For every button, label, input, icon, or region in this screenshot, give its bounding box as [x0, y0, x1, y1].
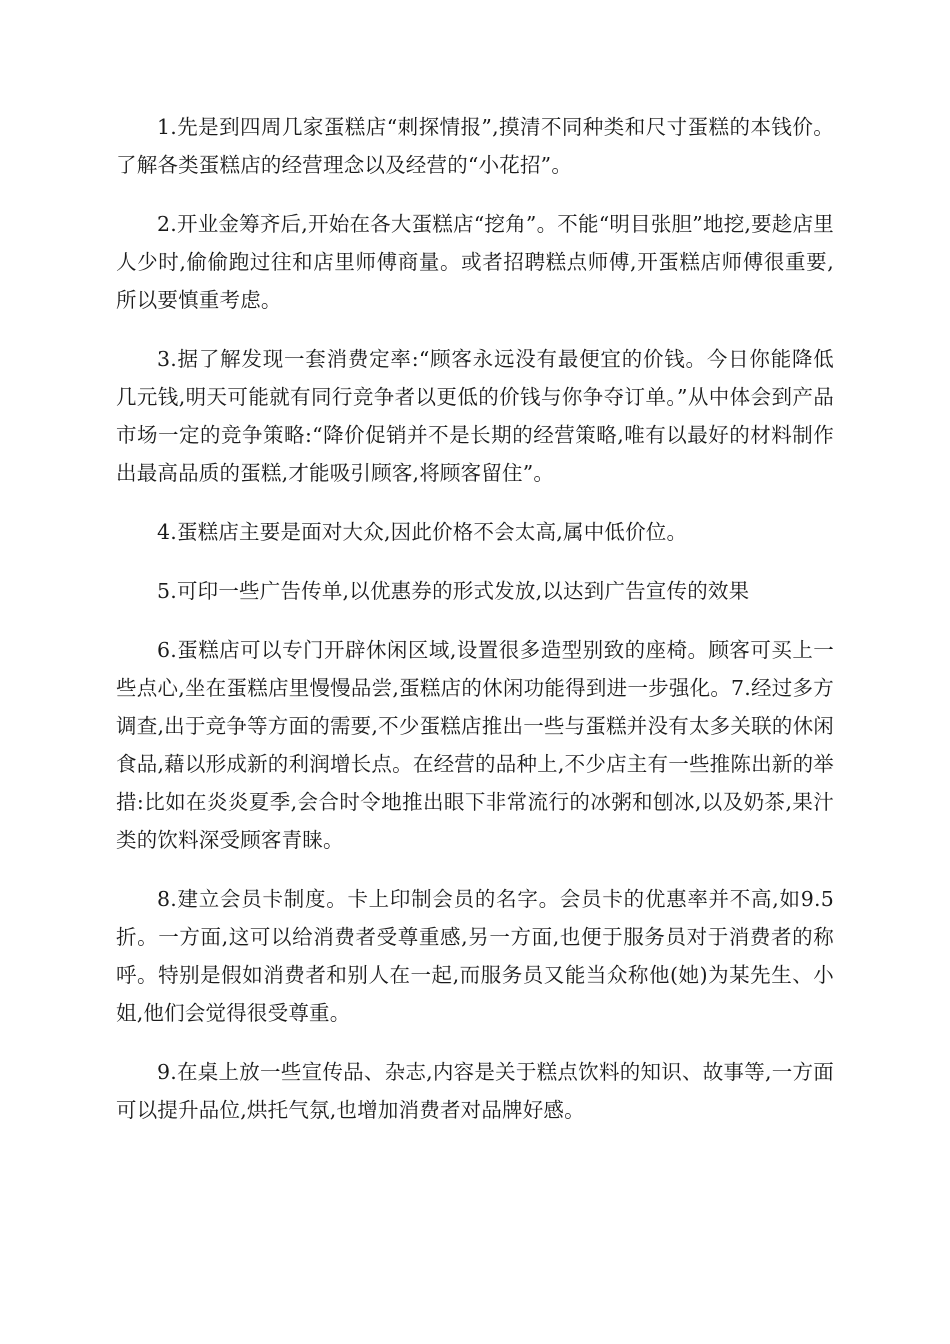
paragraph-5: 5.可印一些广告传单,以优惠券的形式发放,以达到广告宣传的效果 — [157, 579, 750, 603]
paragraph-3: 3.据了解发现一套消费定率:“顾客永远没有最便宜的价钱。今日你能降低几元钱,明天可能就有同行竞争者以更低的价钱与你争夺订单。”从中体会到产品市场一定的竞争策略:“降价促销并不是长期的经营策略,唯有以最好的材料制作出最高品质的蛋糕,才能吸引顾客,将顾客留住”。 — [116, 347, 834, 485]
paragraph-2: 2.开业金筹齐后,开始在各大蛋糕店“挖角”。不能“明目张胆”地挖,要趁店里人少时,偷偷跑过往和店里师傅商量。或者招聘糕点师傅,开蛋糕店师傅很重要,所以要慎重考虑。 — [116, 212, 834, 312]
paragraph-8: 8.建立会员卡制度。卡上印制会员的名字。会员卡的优惠率并不高,如9.5折。一方面,这可以给消费者受尊重感,另一方面,也便于服务员对于消费者的称呼。特别是假如消费者和别人在一起,而服务员又能当众称他(她)为某先生、小姐,他们会觉得很受尊重。 — [116, 887, 834, 1025]
paragraph-6: 6.蛋糕店可以专门开辟休闲区域,设置很多造型别致的座椅。顾客可买上一些点心,坐在蛋糕店里慢慢品尝,蛋糕店的休闲功能得到进一步强化。7.经过多方调查,出于竞争等方面的需要,不少蛋糕店推出一些与蛋糕并没有太多关联的休闲食品,藉以形成新的利润增长点。在经营的品种上,不少店主有一些推陈出新的举措:比如在炎炎夏季,会合时令地推出眼下非常流行的冰粥和刨冰,以及奶茶,果汁类的饮料深受顾客青睐。 — [116, 638, 834, 852]
paragraph-1: 1.先是到四周几家蛋糕店“刺探情报”,摸清不同种类和尺寸蛋糕的本钱价。了解各类蛋糕店的经营理念以及经营的“小花招”。 — [116, 115, 834, 177]
paragraph-9: 9.在桌上放一些宣传品、杂志,内容是关于糕点饮料的知识、故事等,一方面可以提升品位,烘托气氛,也增加消费者对品牌好感。 — [116, 1060, 834, 1122]
paragraph-4: 4.蛋糕店主要是面对大众,因此价格不会太高,属中低价位。 — [157, 520, 688, 544]
document-body — [116, 108, 834, 1150]
